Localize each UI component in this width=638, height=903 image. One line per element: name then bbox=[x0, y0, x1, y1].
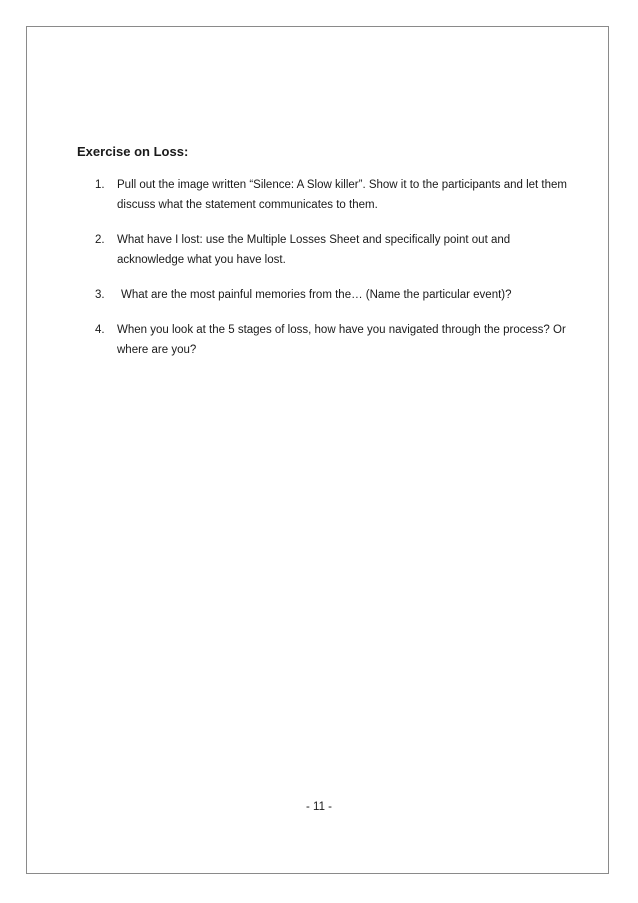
list-item bbox=[95, 175, 577, 215]
list-item-text: When you look at the 5 stages of loss, how have you navigated through the process? Or where are you? bbox=[117, 324, 566, 356]
list-item-number: 2. bbox=[95, 234, 105, 246]
list-item bbox=[95, 230, 577, 270]
list-item-text: What have I lost: use the Multiple Losses Sheet and specifically point out and acknowledge what you have lost. bbox=[117, 234, 511, 266]
list-item-number: 1. bbox=[95, 179, 105, 191]
section-heading: Exercise on Loss: bbox=[77, 144, 189, 159]
page-number: - 11 - bbox=[306, 801, 332, 813]
list-item-number: 3. bbox=[95, 289, 105, 301]
list-item bbox=[95, 285, 577, 305]
document-body bbox=[77, 143, 577, 375]
list-item bbox=[95, 320, 577, 360]
exercise-list bbox=[77, 175, 577, 360]
list-item-text: Pull out the image written “Silence: A Slow killer”. Show it to the participants and let them discuss what the statement communicates to them. bbox=[117, 179, 567, 211]
list-item-text: What are the most painful memories from the… (Name the particular event)? bbox=[121, 289, 512, 301]
list-item-number: 4. bbox=[95, 324, 105, 336]
